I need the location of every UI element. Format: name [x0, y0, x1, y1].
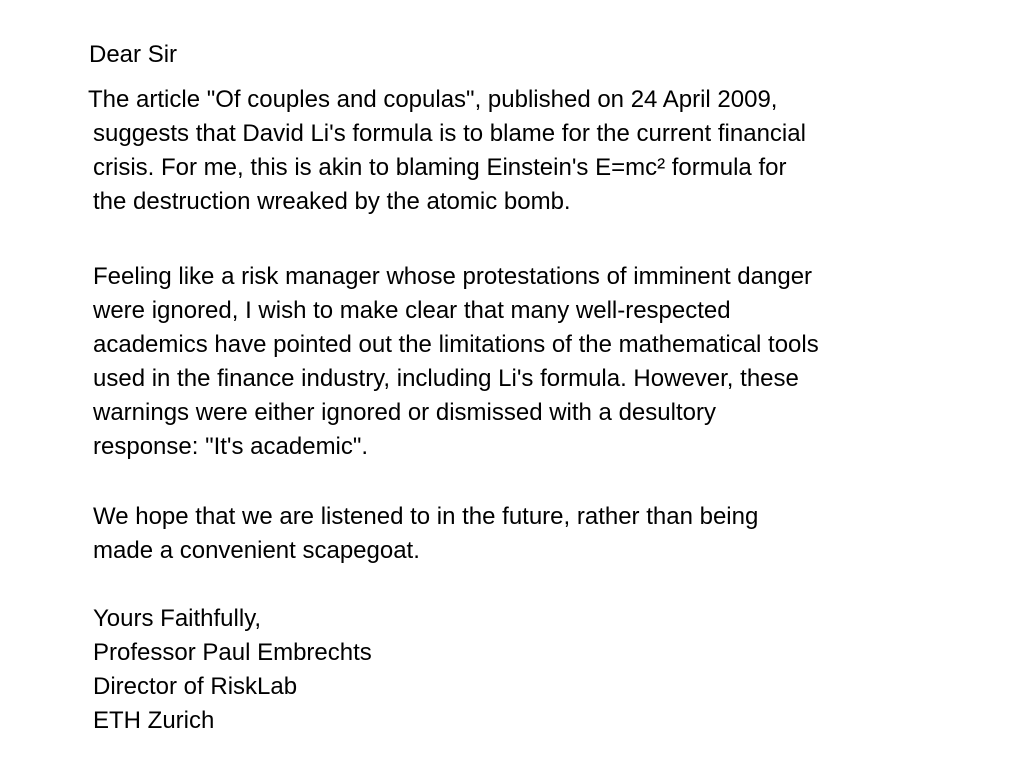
- paragraph2-line5: warnings were either ignored or dismissed with a desultory: [93, 399, 716, 426]
- paragraph2-line6: response: "It's academic".: [93, 433, 369, 460]
- paragraph2-line2: were ignored, I wish to make clear that many well-respected: [93, 297, 731, 324]
- closing: Yours Faithfully,: [93, 605, 262, 632]
- paragraph3-line1: We hope that we are listened to in the future, rather than being: [93, 503, 759, 530]
- signature-institution: ETH Zurich: [93, 707, 215, 734]
- paragraph1-line4: the destruction wreaked by the atomic bomb.: [93, 188, 571, 215]
- paragraph1-line3: crisis. For me, this is akin to blaming Einstein's E=mc² formula for: [93, 154, 787, 181]
- signature-name: Professor Paul Embrechts: [93, 639, 372, 666]
- paragraph2-line3: academics have pointed out the limitations of the mathematical tools: [93, 331, 819, 358]
- paragraph2-line4: used in the finance industry, including Li's formula. However, these: [93, 365, 799, 392]
- signature-title: Director of RiskLab: [93, 673, 298, 700]
- paragraph1-line2: suggests that David Li's formula is to blame for the current financial: [93, 120, 806, 147]
- paragraph2-line1: Feeling like a risk manager whose protestations of imminent danger: [93, 263, 813, 290]
- paragraph3-line2: made a convenient scapegoat.: [93, 537, 420, 564]
- paragraph1-line1: The article "Of couples and copulas", published on 24 April 2009,: [88, 86, 778, 113]
- salutation: Dear Sir: [89, 41, 178, 68]
